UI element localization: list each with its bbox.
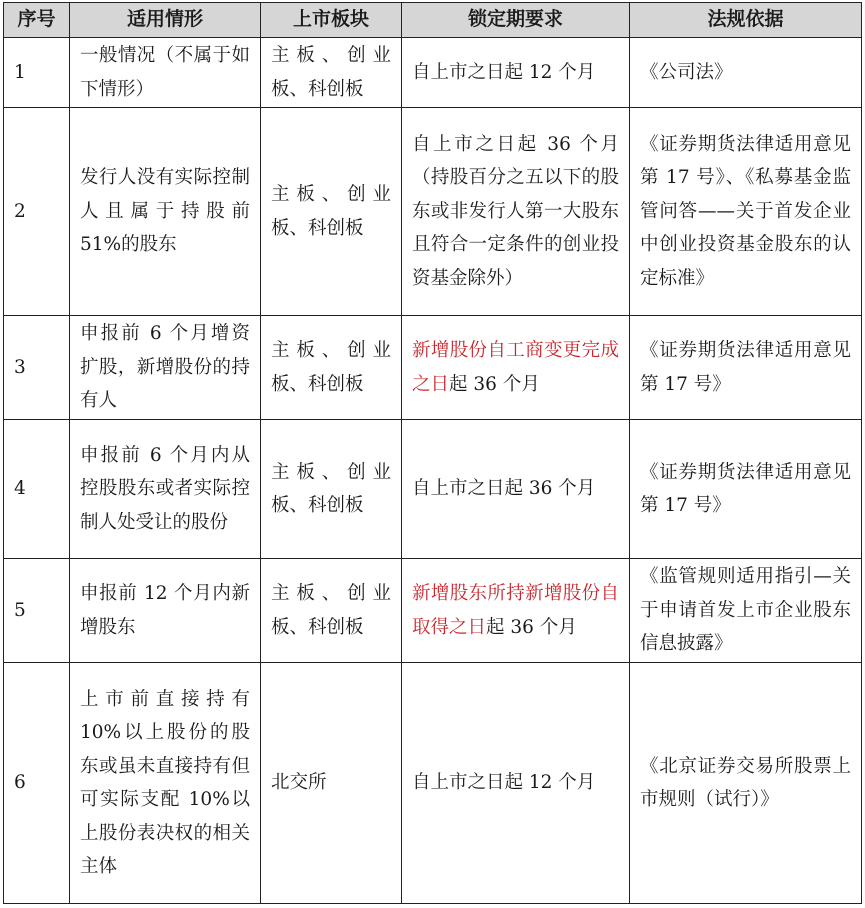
table-row bbox=[4, 108, 862, 316]
table-row bbox=[4, 559, 862, 663]
situation-text: 申报前 12 个月内新增股东 bbox=[80, 583, 250, 638]
lockup-period-table bbox=[3, 2, 862, 904]
header-no: 序号 bbox=[4, 3, 70, 38]
lockup-table-container bbox=[3, 2, 861, 904]
lockup-text bbox=[412, 766, 619, 800]
situation-text: 发行人没有实际控制人且属于持股前 51%的股东 bbox=[80, 167, 250, 256]
row-situation bbox=[70, 316, 261, 420]
row-situation bbox=[70, 559, 261, 663]
row-basis bbox=[630, 420, 862, 559]
header-lockup: 锁定期要求 bbox=[402, 3, 630, 38]
lockup-text bbox=[412, 128, 619, 296]
lockup-plain-after: 起 36 个月 bbox=[486, 616, 577, 638]
row-no: 5 bbox=[4, 559, 70, 663]
lockup-plain-before: 自上市之日起 36 个月 bbox=[412, 478, 596, 500]
row-no: 6 bbox=[4, 663, 70, 904]
board-text: 主板、创业板、科创板 bbox=[271, 340, 391, 395]
row-basis bbox=[630, 38, 862, 108]
situation-text: 上市前直接持有 10%以上股份的股东或虽未直接持有但可实际支配 10%以上股份表决权的相关主体 bbox=[80, 688, 250, 877]
table-row bbox=[4, 663, 862, 904]
lockup-plain-before: 自上市之日起 36 个月（持股百分之五以下的股东或非发行人第一大股东且符合一定条件的创业投资基金除外） bbox=[412, 133, 619, 289]
row-situation bbox=[70, 663, 261, 904]
lockup-highlight: 新增股东所持新增股份自取得之日 bbox=[412, 583, 619, 638]
board-text: 主板、创业板、科创板 bbox=[271, 184, 391, 239]
row-no: 2 bbox=[4, 108, 70, 316]
basis-text: 《北京证券交易所股票上市规则（试行）》 bbox=[640, 755, 851, 810]
header-board: 上市板块 bbox=[261, 3, 402, 38]
basis-text: 《证券期货法律适用意见第 17 号》 bbox=[640, 340, 851, 395]
row-board bbox=[261, 38, 402, 108]
lockup-highlight: 新增股份自工商变更完成之日 bbox=[412, 340, 619, 395]
row-no: 3 bbox=[4, 316, 70, 420]
table-row bbox=[4, 38, 862, 108]
row-basis bbox=[630, 316, 862, 420]
row-board bbox=[261, 420, 402, 559]
row-no: 1 bbox=[4, 38, 70, 108]
row-lockup bbox=[402, 420, 630, 559]
header-situation: 适用情形 bbox=[70, 3, 261, 38]
situation-text: 申报前 6 个月内从控股股东或者实际控制人处受让的股份 bbox=[80, 444, 250, 533]
lockup-plain-after: 起 36 个月 bbox=[449, 373, 540, 395]
board-text: 主板、创业板、科创板 bbox=[271, 583, 391, 638]
row-basis bbox=[630, 559, 862, 663]
lockup-text bbox=[412, 334, 619, 401]
row-basis bbox=[630, 108, 862, 316]
row-situation bbox=[70, 420, 261, 559]
row-basis bbox=[630, 663, 862, 904]
row-lockup bbox=[402, 38, 630, 108]
situation-text: 一般情况（不属于如下情形） bbox=[80, 45, 250, 100]
board-text: 主板、创业板、科创板 bbox=[271, 45, 391, 100]
row-situation bbox=[70, 38, 261, 108]
lockup-text bbox=[412, 472, 619, 506]
lockup-text bbox=[412, 577, 619, 644]
lockup-text bbox=[412, 56, 619, 90]
row-lockup bbox=[402, 559, 630, 663]
row-lockup bbox=[402, 316, 630, 420]
basis-text: 《监管规则适用指引—关于申请首发上市企业股东信息披露》 bbox=[640, 566, 851, 655]
row-board bbox=[261, 316, 402, 420]
row-situation bbox=[70, 108, 261, 316]
board-text: 主板、创业板、科创板 bbox=[271, 461, 391, 516]
situation-text: 申报前 6 个月增资扩股，新增股份的持有人 bbox=[80, 323, 250, 412]
lockup-plain-before: 自上市之日起 12 个月 bbox=[412, 772, 596, 794]
basis-text: 《证券期货法律适用意见第 17 号》、《私募基金监管问答——关于首发企业中创业投资基金股东的认定标准》 bbox=[640, 133, 851, 289]
row-lockup bbox=[402, 663, 630, 904]
row-board bbox=[261, 663, 402, 904]
board-text: 北交所 bbox=[271, 772, 327, 794]
row-no: 4 bbox=[4, 420, 70, 559]
table-row bbox=[4, 420, 862, 559]
table-header-row bbox=[4, 3, 862, 38]
row-lockup bbox=[402, 108, 630, 316]
row-board bbox=[261, 559, 402, 663]
table-row bbox=[4, 316, 862, 420]
row-board bbox=[261, 108, 402, 316]
header-basis: 法规依据 bbox=[630, 3, 862, 38]
basis-text: 《证券期货法律适用意见第 17 号》 bbox=[640, 461, 851, 516]
lockup-plain-before: 自上市之日起 12 个月 bbox=[412, 61, 596, 83]
basis-text: 《公司法》 bbox=[640, 61, 733, 83]
